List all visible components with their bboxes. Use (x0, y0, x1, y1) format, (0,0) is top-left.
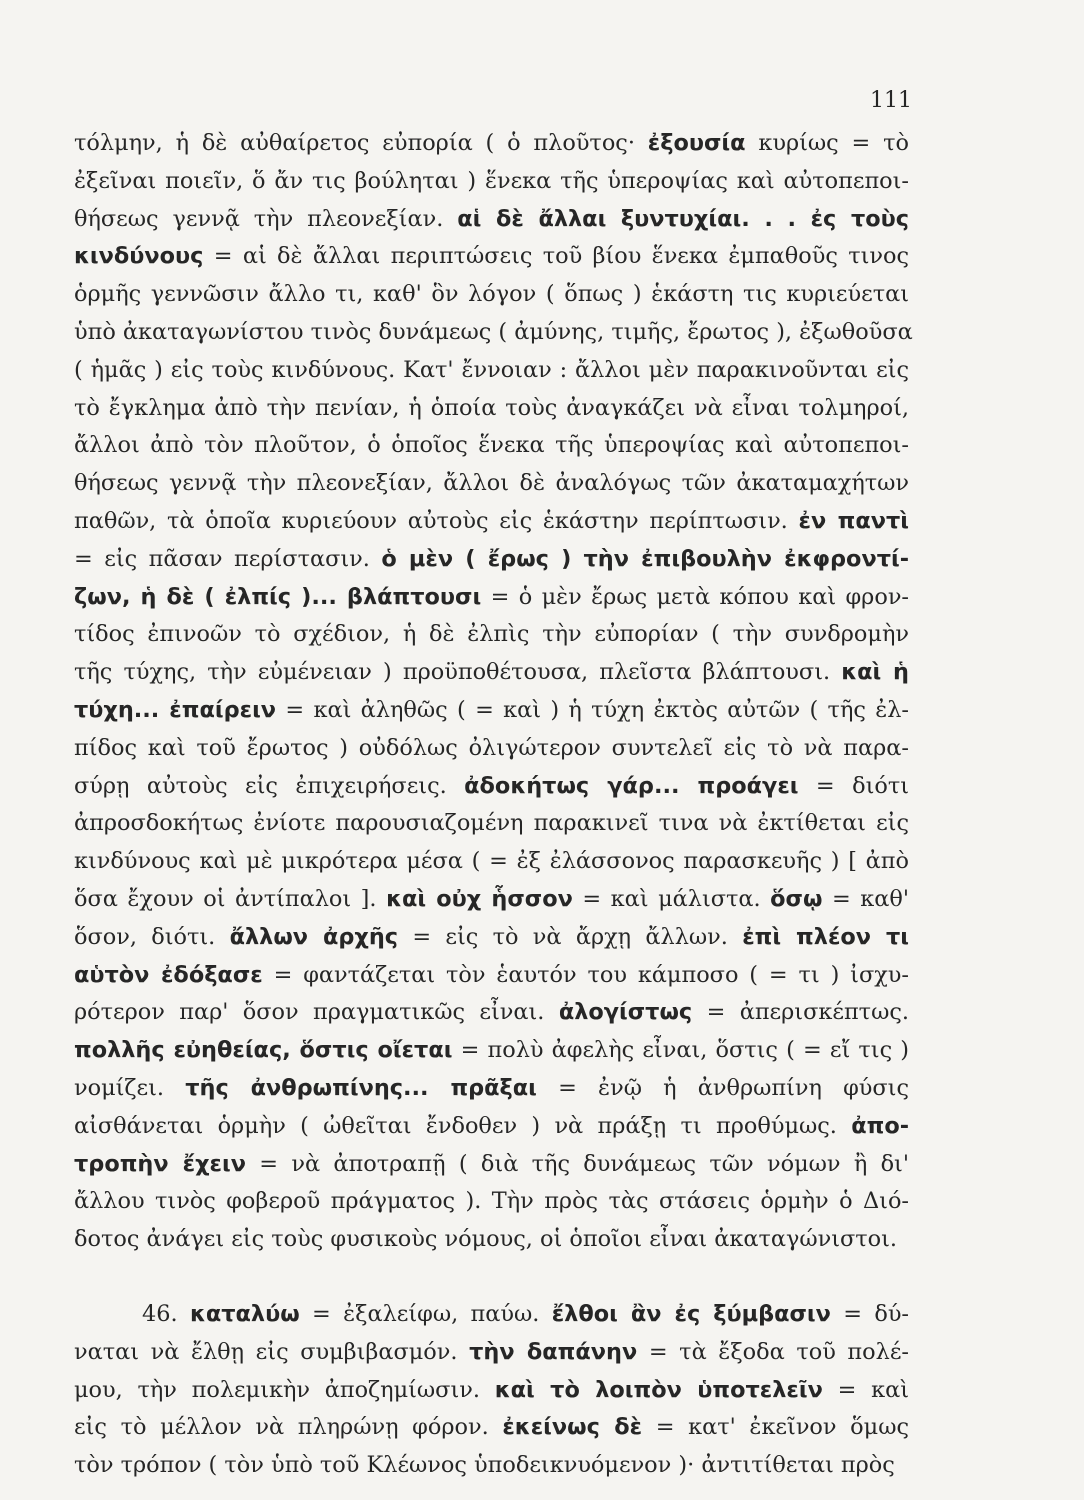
gloss-text: τόλμην, ἡ δὲ αὐθαίρετος εὐπορία ( ὁ πλοῦτος· (74, 130, 648, 156)
gloss-text: = φαντάζεται τὸν ἑαυτόν του κάμποσο ( = τι ) ἰσχυ- (262, 961, 909, 988)
lemma-term: ἀπο- (851, 1112, 909, 1139)
gloss-text: αἰσθάνεται ὁρμὴν ( ὠθεῖται ἔνδοθεν ) νὰ πράξῃ τι προθύμως. (74, 1112, 852, 1139)
text-line (74, 314, 913, 352)
gloss-text: τίδος ἐπινοῶν τὸ σχέδιον, ἡ δὲ ἐλπὶς τὴν εὐπορίαν ( τὴν συνδρομὴν (74, 621, 909, 648)
paragraph-commentary-45 (74, 125, 913, 1259)
text-line (74, 163, 909, 201)
gloss-text: νομίζει. (74, 1074, 186, 1101)
gloss-text: παθῶν, τὰ ὁποῖα κυριεύουν αὐτοὺς εἰς ἑκάστην περίπτωσιν. (74, 507, 799, 534)
gloss-text: = εἰς τὸ νὰ ἄρχῃ ἄλλων. (398, 923, 743, 950)
text-line (74, 1146, 909, 1184)
gloss-text: τὸν τρόπον ( τὸν ὑπὸ τοῦ Κλέωνος ὑποδεικνυόμενον )· ἀντιτίθεται πρὸς (74, 1452, 895, 1479)
text-line (74, 579, 909, 617)
gloss-text: = καὶ μάλιστα. (572, 885, 771, 912)
lemma-term: καὶ τὸ λοιπὸν ὑποτελεῖν (494, 1376, 823, 1403)
lemma-term: ὁ μὲν ( ἔρως ) τὴν ἐπιβουλὴν ἐκφροντί- (381, 545, 909, 572)
gloss-text: = τὰ ἔξοδα τοῦ πολέ- (637, 1338, 909, 1365)
gloss-text: τὸ ἔγκλημα ἀπὸ τὴν πενίαν, ἡ ὁποία τοὺς ἀναγκάζει νὰ εἶναι τολμηροί, (74, 394, 909, 421)
lemma-term: αὑτὸν ἐδόξασε (74, 961, 263, 988)
gloss-text: δοτος ἀνάγει εἰς τοὺς φυσικοὺς νόμους, οἱ ὁποῖοι εἶναι ἀκαταγώνιστοι. (74, 1226, 898, 1253)
gloss-text: ὁρμῆς γεννῶσιν ἄλλο τι, καθ' ὃν λόγον ( ὅπως ) ἑκάστη τις κυριεύεται (74, 281, 909, 308)
text-line (74, 541, 909, 579)
lemma-term: ἔλθοι ἂν ἐς ξύμβασιν (551, 1300, 831, 1327)
lemma-term: ζων, ἡ δὲ ( ἐλπίς )... βλάπτουσι (74, 583, 482, 610)
text-line (74, 843, 909, 881)
text-line (74, 1070, 909, 1108)
gloss-text: = ἐξαλείφω, παύω. (299, 1300, 552, 1327)
lemma-term: ἐπὶ πλέον τι (742, 923, 910, 950)
gloss-text: = ὁ μὲν ἔρως μετὰ κόπου καὶ φρον- (481, 583, 909, 610)
gloss-text: = καὶ ἀληθῶς ( = καὶ ) ἡ τύχη ἐκτὸς αὐτῶν ( τῆς ἐλ- (276, 696, 909, 723)
text-line (74, 881, 909, 919)
text-line (74, 503, 909, 541)
text-line (74, 1221, 909, 1259)
gloss-text: = διότι (798, 772, 910, 799)
text-line (74, 1372, 909, 1410)
text-line (74, 1108, 909, 1146)
gloss-text: κυρίως = τὸ (745, 130, 910, 156)
gloss-text: τῆς τύχης, τὴν εὐμένειαν ) προϋποθέτουσα, πλεῖστα βλάπτουσι. (74, 659, 842, 686)
text-line (74, 994, 909, 1032)
text-line (74, 692, 909, 730)
text-line (74, 730, 909, 768)
gloss-text: = καθ' (822, 885, 909, 912)
commentary-text (74, 125, 913, 1485)
lemma-term: τροπὴν ἔχειν (74, 1150, 246, 1177)
gloss-text: = κατ' ἐκεῖνον ὅμως (642, 1414, 909, 1441)
text-line (74, 768, 909, 806)
text-line (74, 957, 909, 995)
gloss-text: σύρῃ αὐτοὺς εἰς ἐπιχειρήσεις. (74, 772, 465, 799)
gloss-text: ρότερον παρ' ὅσον πραγματικῶς εἶναι. (74, 999, 559, 1026)
text-line (74, 1296, 909, 1334)
paragraph-gap (74, 1259, 909, 1296)
text-line (74, 919, 909, 957)
gloss-text: ὅσα ἔχουν οἱ ἀντίπαλοι ]. (74, 885, 387, 912)
page-number: 111 (870, 88, 912, 113)
gloss-text: = ἀπερισκέπτως. (692, 999, 909, 1026)
gloss-text: = πολὺ ἀφελὴς εἶναι, ὅστις ( = εἴ τις ) (452, 1037, 909, 1064)
text-line (74, 352, 909, 390)
text-line (74, 238, 909, 276)
gloss-text: = νὰ ἀποτραπῇ ( διὰ τῆς δυνάμεως τῶν νόμων ἢ δι' (245, 1150, 909, 1177)
gloss-text: ἄλλου τινὸς φοβεροῦ πράγματος ). Τὴν πρὸς τὰς στάσεις ὁρμὴν ὁ Διό- (74, 1188, 909, 1215)
gloss-text: εἰς τὸ μέλλον νὰ πληρώνῃ φόρον. (74, 1414, 503, 1441)
gloss-text: ἐξεῖναι ποιεῖν, ὅ ἄν τις βούληται ) ἕνεκα τῆς ὑπεροψίας καὶ αὐτοπεποι- (74, 167, 909, 194)
gloss-text: 46. (142, 1300, 190, 1327)
gloss-text: ὑπὸ ἀκαταγωνίστου τινὸς δυνάμεως ( ἀμύνης, τιμῆς, ἔρωτος ), ἐξωθοῦσα (74, 318, 913, 345)
gloss-text: ναται νὰ ἔλθῃ εἰς συμβιβασμόν. (74, 1338, 470, 1365)
gloss-text: ἄλλοι ἀπὸ τὸν πλοῦτον, ὁ ὁποῖος ἕνεκα τῆς ὑπεροψίας καὶ αὐτοπεποι- (74, 432, 909, 459)
lemma-term: ἐξουσία (647, 130, 746, 156)
text-line (74, 1183, 909, 1221)
text-line (74, 1409, 909, 1447)
gloss-text: = δύ- (830, 1300, 909, 1327)
lemma-term: ἐν παντὶ (798, 507, 909, 534)
lemma-term: κινδύνους (74, 243, 204, 270)
text-line (74, 654, 909, 692)
lemma-term: καὶ οὐχ ἧσσον (386, 885, 573, 912)
gloss-text: ( ἡμᾶς ) εἰς τοὺς κινδύνους. Κατ' ἔννοιαν : ἄλλοι μὲν παρακινοῦνται εἰς (74, 356, 909, 383)
lemma-term: αἱ δὲ ἄλλαι ξυντυχίαι. . . ἐς τοὺς (457, 205, 910, 232)
text-line (74, 427, 909, 465)
lemma-term: τὴν δαπάνην (469, 1338, 638, 1365)
lemma-term: πολλῆς εὐηθείας, ὅστις οἴεται (74, 1037, 453, 1064)
text-line (74, 616, 909, 654)
gloss-text: = αἱ δὲ ἄλλαι περιπτώσεις τοῦ βίου ἕνεκα ἐμπαθοῦς τινος (203, 243, 909, 270)
gloss-text: = καὶ (822, 1376, 909, 1403)
gloss-text: ὅσον, διότι. (74, 923, 230, 950)
gloss-text: θήσεως γεννᾷ τὴν πλεονεξίαν, ἄλλοι δὲ ἀναλόγως τῶν ἀκαταμαχήτων (74, 470, 909, 497)
text-line (74, 805, 909, 843)
lemma-term: ἄλλων ἀρχῆς (229, 923, 399, 950)
lemma-term: ἀλογίστως (558, 999, 693, 1026)
lemma-term: καὶ ἡ (841, 659, 909, 686)
lemma-term: τύχη... ἐπαίρειν (74, 696, 277, 723)
gloss-text: = εἰς πᾶσαν περίστασιν. (74, 545, 382, 572)
text-line (74, 465, 909, 503)
lemma-term: ἀδοκήτως γάρ... προάγει (464, 772, 799, 799)
text-line (74, 201, 909, 239)
gloss-text: πίδος καὶ τοῦ ἔρωτος ) οὐδόλως ὀλιγώτερον συντελεῖ εἰς τὸ νὰ παρα- (74, 734, 909, 761)
lemma-term: καταλύω (189, 1300, 300, 1327)
lemma-term: ὅσῳ (770, 885, 823, 912)
text-line (74, 1032, 909, 1070)
lemma-term: ἐκείνως δὲ (502, 1414, 643, 1441)
text-line (74, 125, 909, 163)
paragraph-commentary-46 (74, 1296, 909, 1485)
gloss-text: θήσεως γεννᾷ τὴν πλεονεξίαν. (74, 205, 458, 232)
lemma-term: τῆς ἀνθρωπίνης... πρᾶξαι (185, 1074, 537, 1101)
gloss-text: = ἐνῷ ἡ ἀνθρωπίνη φύσις (536, 1074, 910, 1101)
text-line (74, 1447, 909, 1485)
text-line (74, 1334, 909, 1372)
gloss-text: ἀπροσδοκήτως ἐνίοτε παρουσιαζομένη παρακινεῖ τινα νὰ ἐκτίθεται εἰς (74, 810, 909, 837)
text-line (74, 276, 909, 314)
gloss-text: μου, τὴν πολεμικὴν ἀποζημίωσιν. (74, 1376, 495, 1403)
text-line (74, 390, 909, 428)
gloss-text: κινδύνους καὶ μὲ μικρότερα μέσα ( = ἐξ ἐλάσσονος παρασκευῆς ) [ ἀπὸ (74, 848, 909, 875)
